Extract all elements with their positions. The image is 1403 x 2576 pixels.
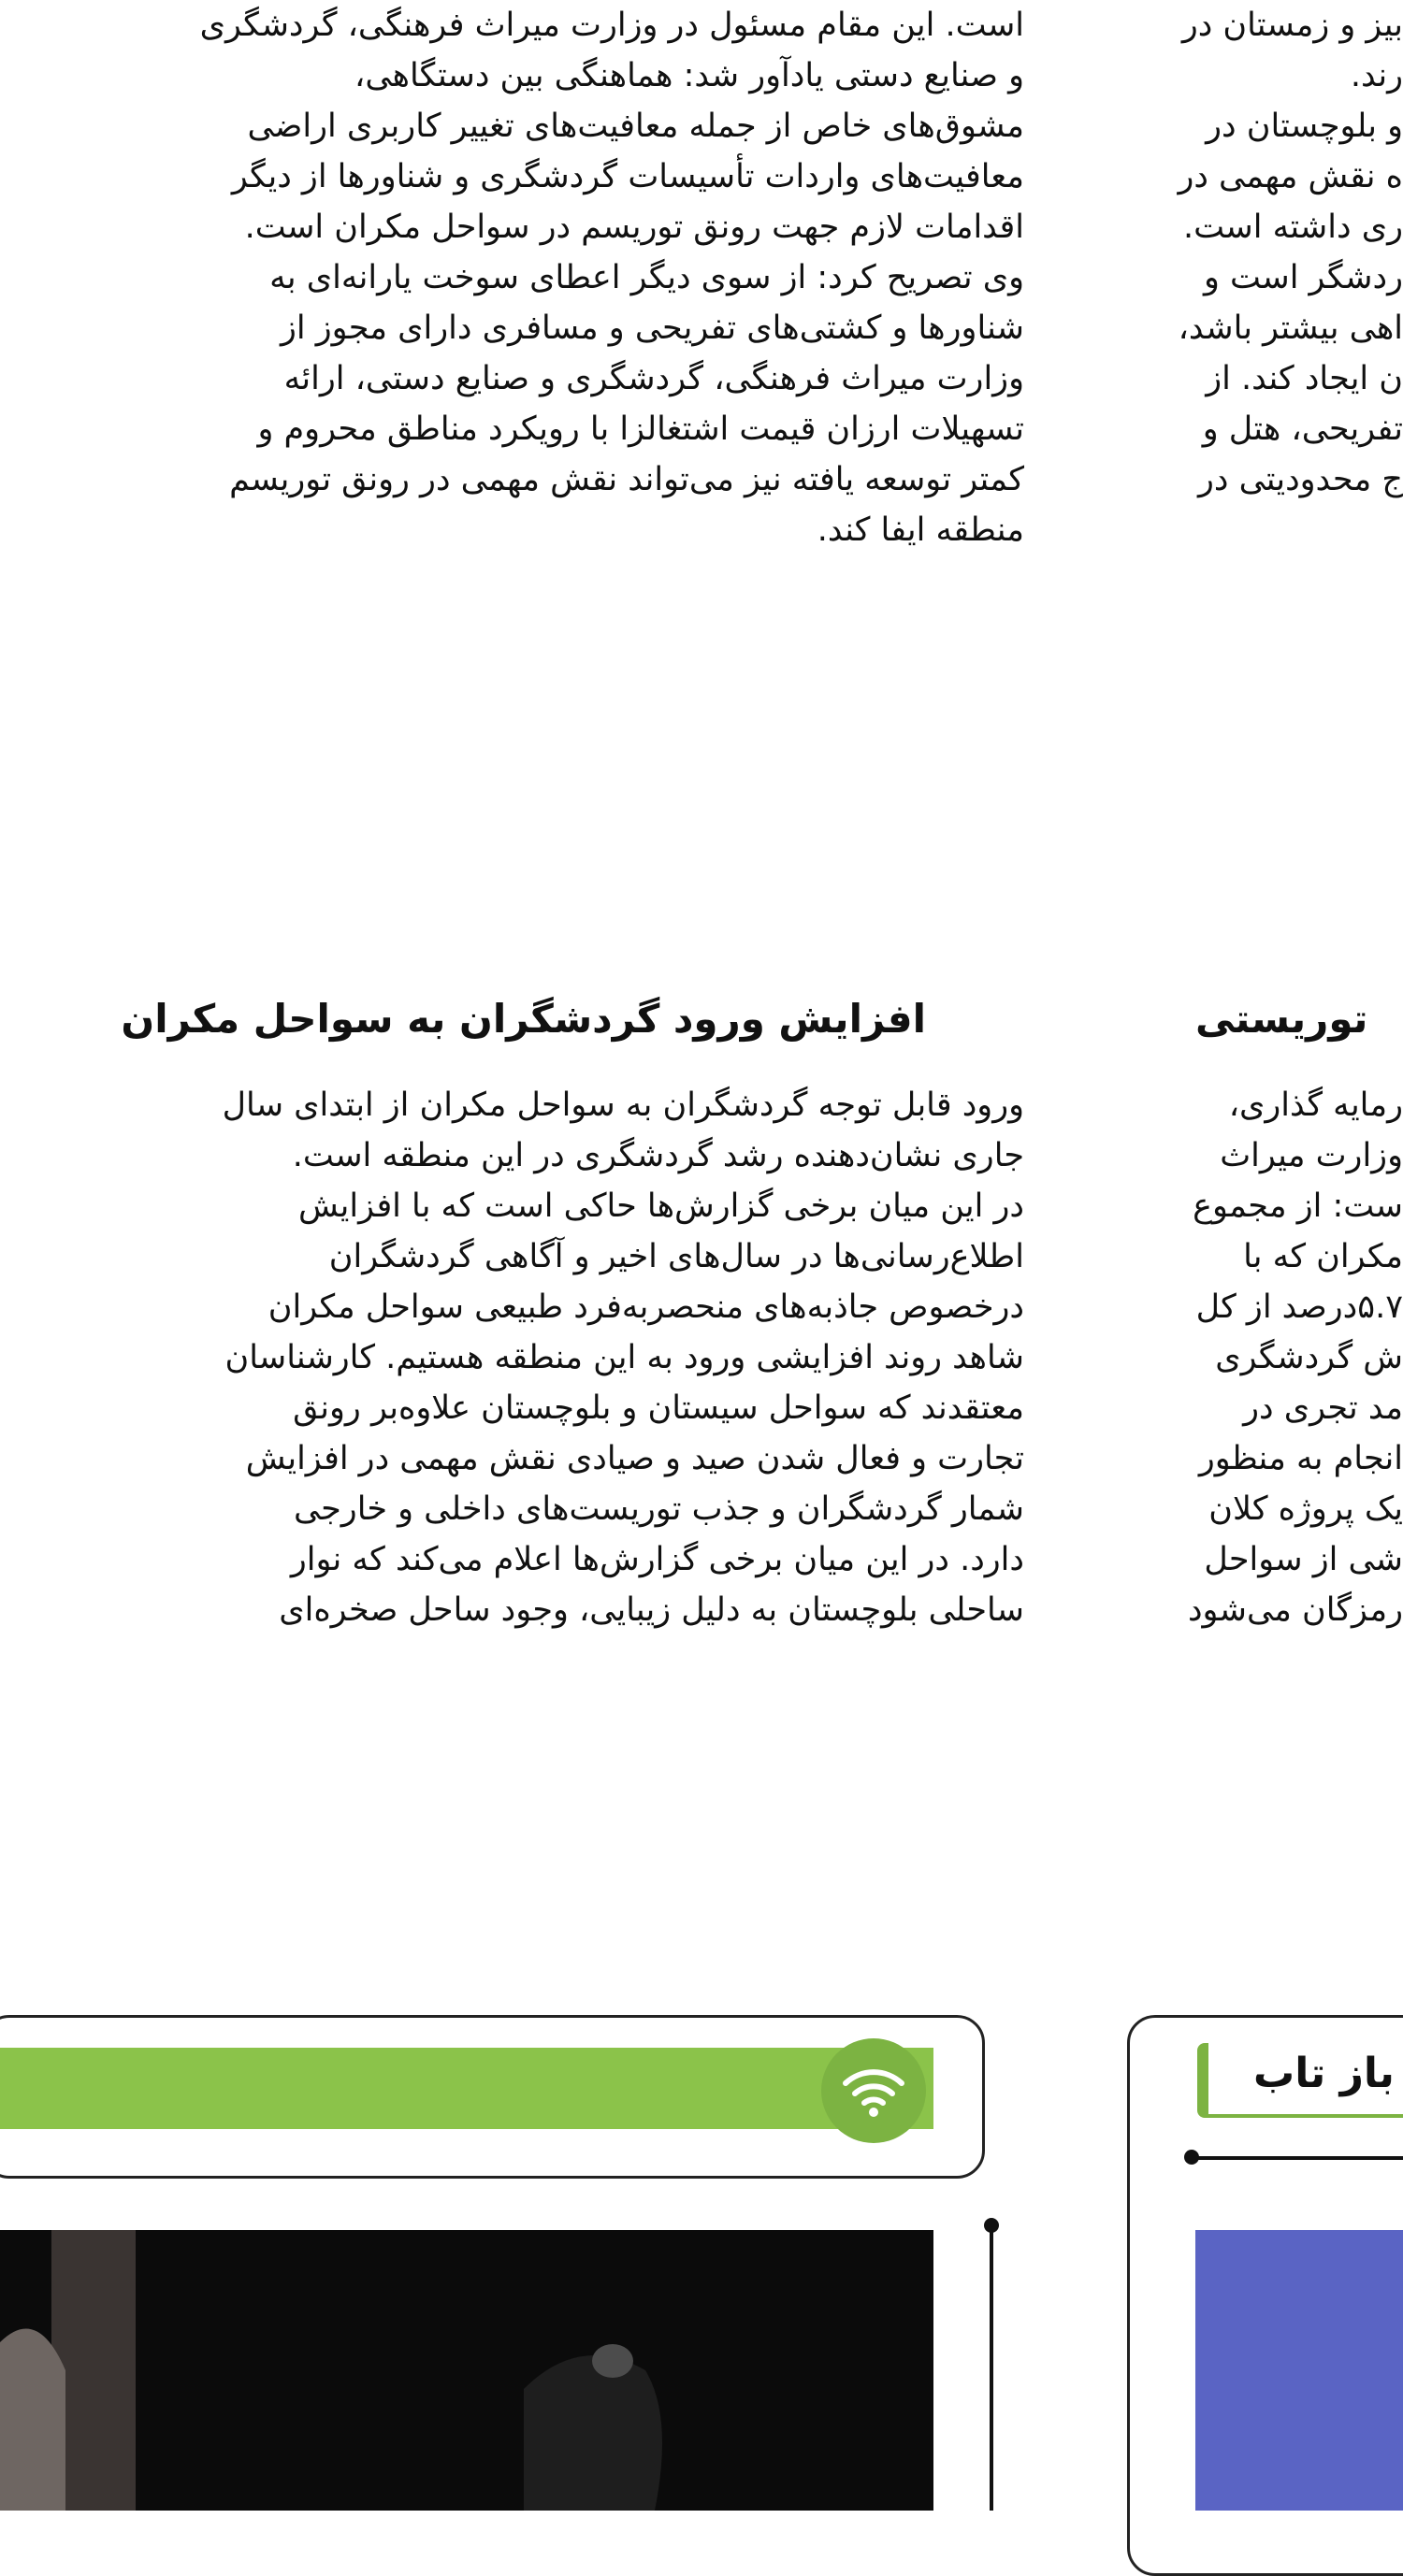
article-column-left [0, 0, 1024, 555]
info-box-header-bar [0, 2048, 933, 2129]
body-line: شناورها و کشتی‌های تفریحی و مسافری دارای مجوز از [280, 309, 1024, 347]
body-line: رمایه گذاری، [1228, 1087, 1403, 1124]
body-line: کمتر توسعه یافته نیز می‌تواند نقش مهمی در رونق توریسم [229, 461, 1024, 498]
horizontal-divider [1191, 2156, 1403, 2160]
body-line: شمار گردشگران و جذب توریست‌های داخلی و خارجی [293, 1490, 1024, 1528]
body-line: مشوق‌های خاص از جمله معافیت‌های تغییر کاربری اراضی [247, 108, 1024, 145]
body-line: اهی بیشتر باشد، [1178, 309, 1403, 347]
body-line: یک پروژه کلان [1208, 1490, 1403, 1528]
article-body-top [0, 0, 1024, 555]
photo-graphic [0, 2230, 933, 2511]
body-line: ردشگر است و [1203, 259, 1403, 296]
body-line: منطقه ایفا کند. [817, 511, 1024, 549]
body-line: ست: از مجموع [1193, 1187, 1403, 1225]
body-line: وزارت میراث فرهنگی، گردشگری و صنایع دستی، ارائه [283, 360, 1024, 397]
body-line: و بلوچستان در [1206, 108, 1403, 145]
section-heading: توریستی [1195, 996, 1368, 1042]
body-line: ه نقش مهمی در [1178, 158, 1403, 195]
body-line: و صنایع دستی یادآور شد: هماهنگی بین دستگاهی، [354, 57, 1024, 94]
body-line: ساحلی بلوچستان به دلیل زیبایی، وجود ساحل صخره‌ای [279, 1591, 1024, 1629]
section-heading: افزایش ورود گردشگران به سواحل مکران [121, 996, 926, 1042]
body-line: بیز و زمستان در [1181, 7, 1403, 44]
body-line: رند. [1350, 57, 1403, 94]
body-line: در این میان برخی گزارش‌ها حاکی است که با افزایش [298, 1187, 1024, 1225]
body-line: ج محدودیتی در [1197, 461, 1403, 498]
body-line: ورود قابل توجه گردشگران به سواحل مکران از ابتدای سال [222, 1087, 1024, 1124]
wifi-icon-glyph [840, 2063, 907, 2119]
body-line: معتقدند که سواحل سیستان و بلوچستان علاوه‌بر رونق [293, 1389, 1024, 1427]
body-line: ۵.۷درصد از کل [1195, 1288, 1403, 1326]
article-column-right [1113, 0, 1403, 505]
article-body-section [0, 1080, 1024, 1635]
body-line: وی تصریح کرد: از سوی دیگر اعطای سوخت یارانه‌ای به [269, 259, 1024, 296]
body-line: معافیت‌های واردات تأسیسات گردشگری و شناورها از دیگر [231, 158, 1024, 195]
wifi-icon [821, 2038, 926, 2143]
side-info-label: باز تاب [1253, 2050, 1395, 2097]
body-line: ن ایجاد کند. از [1206, 360, 1403, 397]
article-body-section [1113, 1080, 1403, 1635]
body-line: ش گردشگری [1215, 1339, 1403, 1376]
body-line: تسهیلات ارزان قیمت اشتغالزا با رویکرد مناطق محروم و [257, 410, 1024, 448]
body-line: رمزگان می‌شود [1187, 1591, 1403, 1629]
body-line: تجارت و فعال شدن صید و صیادی نقش مهمی در افزایش [245, 1440, 1024, 1477]
body-line: تفریحی، هتل و [1202, 410, 1403, 448]
body-line: انجام به منظور [1198, 1440, 1403, 1477]
body-line: درخصوص جاذبه‌های منحصربه‌فرد طبیعی سواحل مکران [268, 1288, 1024, 1326]
body-line: اقدامات لازم جهت رونق توریسم در سواحل مکران است. [244, 209, 1024, 246]
body-line: ری داشته است. [1182, 209, 1403, 246]
body-line: دارد. در این میان برخی گزارش‌ها اعلام می‌کند که نوار [290, 1541, 1024, 1578]
body-line: شاهد روند افزایشی ورود به این منطقه هستیم. کارشناسان [224, 1339, 1024, 1376]
body-line: شی از سواحل [1204, 1541, 1403, 1578]
vertical-divider [990, 2225, 993, 2511]
body-line: وزارت میراث [1220, 1137, 1403, 1174]
side-info-image [1195, 2230, 1403, 2511]
body-line: است. این مقام مسئول در وزارت میراث فرهنگی، گردشگری [199, 7, 1024, 44]
body-line: اطلاع‌رسانی‌ها در سال‌های اخیر و آگاهی گردشگران [328, 1238, 1024, 1275]
body-line: جاری نشان‌دهنده رشد گردشگری در این منطقه است. [292, 1137, 1024, 1174]
article-photo [0, 2230, 933, 2511]
body-line: مکران که با [1243, 1238, 1403, 1275]
body-line: مد تجری در [1243, 1389, 1403, 1427]
